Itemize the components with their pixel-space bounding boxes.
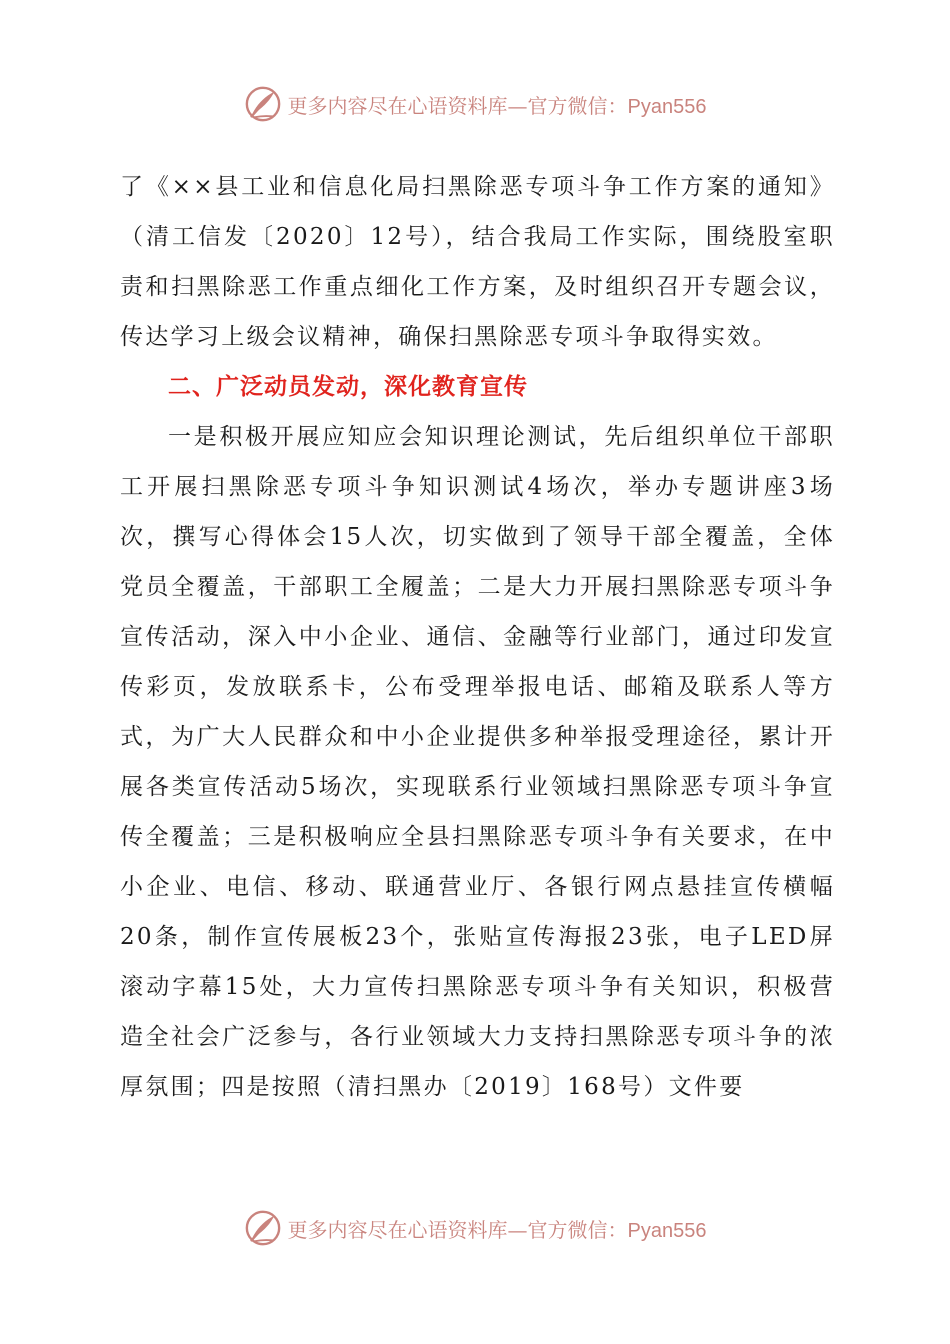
watermark-banner-bottom [0, 1206, 950, 1250]
quill-logo-icon [244, 1209, 282, 1247]
watermark-text: 更多内容尽在心语资料库—官方微信：Pyan556 [287, 1217, 707, 1242]
document-body [120, 162, 835, 1112]
paragraph-continuation: 了《××县工业和信息化局扫黑除恶专项斗争工作方案的通知》（清工信发〔2020〕12号），结合我局工作实际，围绕股室职责和扫黑除恶工作重点细化工作方案，及时组织召开专题会议，传达学习上级会议精神，确保扫黑除恶专项斗争取得实效。 [120, 174, 835, 350]
wechat-id: Pyan556 [627, 1219, 707, 1242]
wechat-id: Pyan556 [627, 95, 707, 118]
paragraph-section2: 一是积极开展应知应会知识理论测试，先后组织单位干部职工开展扫黑除恶专项斗争知识测试4场次，举办专题讲座3场次，撰写心得体会15人次，切实做到了领导干部全覆盖，全体党员全覆盖，干部职工全履盖；二是大力开展扫黑除恶专项斗争宣传活动，深入中小企业、通信、金融等行业部门，通过印发宣传彩页，发放联系卡，公布受理举报电话、邮箱及联系人等方式，为广大人民群众和中小企业提供多种举报受理途径，累计开展各类宣传活动5场次，实现联系行业领域扫黑除恶专项斗争宣传全覆盖；三是积极响应全县扫黑除恶专项斗争有关要求，在中小企业、电信、移动、联通营业厅、各银行网点悬挂宣传横幅20条，制作宣传展板23个，张贴宣传海报23张，电子LED屏滚动字幕15处，大力宣传扫黑除恶专项斗争有关知识，积极营造全社会广泛参与，各行业领域大力支持扫黑除恶专项斗争的浓厚氛围；四是按照（清扫黑办〔2019〕168号）文件要 [120, 424, 835, 1100]
watermark-banner-top [0, 82, 950, 126]
watermark-text: 更多内容尽在心语资料库—官方微信：Pyan556 [287, 93, 707, 118]
quill-logo-icon [244, 85, 282, 123]
section-heading: 二、广泛动员发动，深化教育宣传 [168, 374, 528, 400]
